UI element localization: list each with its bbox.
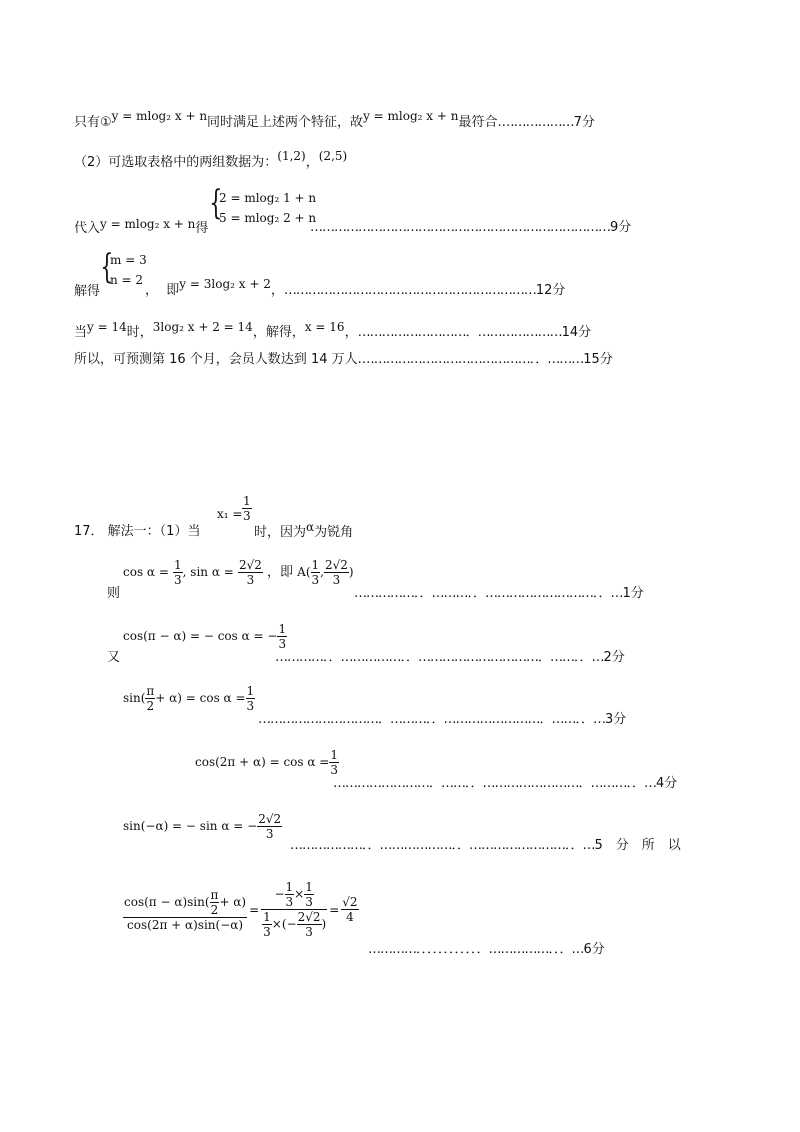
- formula: x₁ =: [217, 507, 243, 521]
- line-conclusion-1: [74, 109, 595, 131]
- line-r2-score: [275, 650, 625, 666]
- fraction: [238, 558, 263, 587]
- fraction: [123, 888, 247, 932]
- formula: ×(−: [271, 917, 297, 931]
- text: ，: [305, 155, 319, 170]
- score: 14分: [561, 325, 592, 340]
- fraction: [173, 558, 183, 587]
- fraction: [285, 880, 295, 909]
- fraction: [261, 880, 327, 939]
- text: 所以，可预测第 16 个月，会员人数达到 14 万人.: [74, 352, 362, 367]
- equation: 2 = mlog₂ 1 + n: [219, 191, 317, 205]
- denominator: [261, 910, 327, 939]
- line-r6-score: [368, 942, 605, 958]
- formula: cos α =: [123, 565, 169, 579]
- denominator: 3: [305, 925, 313, 939]
- line-cos-2pi: [195, 748, 339, 777]
- score: 7分: [573, 115, 595, 130]
- formula: ): [348, 565, 354, 579]
- fraction: [277, 622, 287, 651]
- formula: −: [274, 887, 285, 901]
- fraction: [297, 910, 322, 939]
- formula: α: [306, 520, 315, 534]
- formula: sin(−α) = − sin α = −: [123, 819, 258, 833]
- numerator: 1: [305, 880, 313, 894]
- line-solve: [74, 284, 100, 300]
- brace-icon: {: [100, 247, 114, 287]
- formula: =: [249, 902, 260, 917]
- dot-leader: ……………………………………．．………: [361, 352, 584, 367]
- score: 3分: [605, 712, 627, 727]
- text: 得: [195, 221, 209, 236]
- score: 2分: [603, 650, 625, 665]
- line-final-ratio: [123, 880, 359, 939]
- text: 为锐角: [314, 525, 354, 540]
- formula: A(: [297, 565, 311, 579]
- denominator: 3: [332, 573, 341, 587]
- denominator: 2: [210, 902, 219, 917]
- denominator: 3: [174, 573, 182, 587]
- denominator: cos(2π + α)sin(−α): [127, 917, 244, 932]
- problem-17-header-rest: [254, 520, 354, 541]
- label: 则: [107, 586, 121, 601]
- formula: (2,5): [318, 149, 348, 163]
- equation: 5 = mlog₂ 2 + n: [219, 211, 317, 225]
- text: ，解得，: [252, 325, 305, 340]
- line-r4-score: [333, 776, 677, 792]
- text: 只有①: [74, 115, 112, 130]
- fraction: [329, 748, 339, 777]
- fraction: [341, 895, 358, 924]
- formula: (1,2): [277, 149, 306, 163]
- score: 5 分 所 以: [594, 838, 681, 853]
- fraction: [324, 558, 349, 587]
- line-when-y14: [74, 320, 592, 341]
- score: 1分: [622, 586, 644, 601]
- numerator: 1: [330, 748, 338, 762]
- line-substitute: [74, 217, 209, 237]
- line-sin-neg-alpha: [123, 812, 282, 841]
- numerator: 1: [174, 558, 182, 572]
- text: 代入: [74, 221, 101, 236]
- dot-leader: ………………．．………………．．……………………．．…: [290, 838, 595, 853]
- numerator: [123, 888, 247, 918]
- text: 17． 解法一：（1）当: [74, 524, 201, 539]
- text: ，即: [267, 565, 294, 580]
- dot-leader: …………………………………………………………………: [310, 220, 610, 235]
- numerator: 1: [263, 910, 271, 924]
- numerator: π: [146, 684, 155, 698]
- formula: cos(π − α) = − cos α = −: [123, 629, 278, 643]
- formula: =: [329, 902, 340, 917]
- formula: cos(π − α)sin(: [124, 894, 210, 909]
- dot-leader: ………………: [501, 115, 574, 130]
- brace-icon: {: [209, 183, 223, 223]
- dot-leader: …………．．．．．．．．．．．．……………．．．…: [368, 942, 584, 957]
- numerator: 1: [243, 494, 251, 508]
- denominator: 3: [265, 827, 274, 841]
- dot-leader: …………．．……………．．…………………………．……．．…: [275, 650, 604, 665]
- text: 最符合.: [458, 115, 502, 130]
- numerator: 1: [278, 622, 287, 636]
- score: 9分: [610, 220, 632, 235]
- formula: y = mlog₂ x + n: [111, 109, 208, 123]
- formula: + α): [219, 894, 247, 909]
- denominator: 3: [330, 763, 338, 777]
- line-sin-half-pi: [123, 684, 255, 713]
- formula: y = 3log₂ x + 2: [179, 277, 271, 291]
- numerator: [261, 880, 327, 910]
- denominator: 3: [285, 895, 294, 909]
- denominator: 3: [246, 699, 255, 713]
- dot-leader: ……………………．……．．……………………．………．．…: [333, 776, 657, 791]
- dot-leader: …………………………．………．．……………………．……．．…: [258, 712, 606, 727]
- dot-leader: ………………………………………………………: [283, 283, 536, 298]
- fraction: [304, 880, 314, 909]
- line-r5-score: [290, 838, 681, 854]
- text: 当: [74, 325, 88, 340]
- dot-leader: ………………………．…………………: [357, 325, 562, 340]
- line-cos-pi-minus: [123, 622, 287, 651]
- numerator: 2√2: [325, 558, 348, 572]
- fraction: [257, 812, 282, 841]
- denominator: 3: [243, 509, 251, 523]
- formula: y = mlog₂ x + n: [363, 109, 459, 123]
- score: 6分: [583, 942, 605, 957]
- fraction: [210, 888, 220, 917]
- numerator: 2√2: [238, 558, 262, 572]
- text: 时，: [126, 325, 153, 340]
- label: 又: [107, 650, 121, 665]
- formula: sin(: [123, 691, 146, 705]
- denominator: 3: [246, 573, 255, 587]
- formula: y = 14: [87, 320, 127, 334]
- equation: m = 3: [110, 253, 147, 267]
- fraction: [145, 684, 155, 713]
- line-substitute-score: [310, 220, 631, 236]
- formula: 3log₂ x + 2 = 14: [152, 320, 253, 334]
- formula: , sin α =: [182, 565, 234, 579]
- formula: ×: [294, 887, 305, 901]
- numerator: 1: [246, 684, 255, 698]
- line-cos-sin-alpha: [123, 558, 354, 587]
- formula: + α) = cos α =: [155, 691, 246, 705]
- text: 解得: [74, 284, 101, 299]
- numerator: 2√2: [297, 910, 321, 924]
- fraction: [262, 910, 272, 939]
- formula: ): [321, 917, 327, 931]
- line-r1-score: [354, 586, 644, 602]
- formula: y = mlog₂ x + n: [100, 217, 196, 231]
- formula: x = 16: [304, 320, 345, 334]
- fraction: [242, 494, 252, 523]
- equation: n = 2: [110, 273, 144, 287]
- numerator: 2√2: [258, 812, 282, 826]
- numerator: π: [210, 887, 219, 902]
- score: 12分: [535, 283, 566, 298]
- fraction: [311, 558, 321, 587]
- denominator: 3: [278, 637, 287, 651]
- text: ，: [344, 325, 358, 340]
- text: 即: [166, 283, 180, 298]
- formula: cos(2π + α) = cos α =: [195, 755, 330, 769]
- score: 15分: [583, 352, 613, 367]
- denominator: 2: [146, 699, 155, 713]
- score: 4分: [656, 776, 678, 791]
- dot-leader: ……………．．………．．………………………．．…: [354, 586, 623, 601]
- line-predict: [74, 352, 613, 368]
- denominator: 4: [346, 910, 354, 924]
- fraction: [246, 684, 256, 713]
- numerator: 1: [285, 880, 294, 894]
- text: ，: [145, 283, 159, 298]
- denominator: 3: [311, 573, 320, 587]
- line-solve-rest: [145, 277, 566, 299]
- text: 同时满足上述两个特征，故: [207, 115, 364, 130]
- problem-17-header: [74, 524, 200, 540]
- text: （2）可选取表格中的两组数据为：: [74, 155, 278, 170]
- formula: ,: [320, 565, 324, 579]
- denominator: 3: [305, 895, 313, 909]
- text: 时，因为: [254, 525, 307, 540]
- numerator: 1: [311, 558, 320, 572]
- denominator: 3: [263, 925, 271, 939]
- line-r3-score: [258, 712, 626, 728]
- numerator: √2: [342, 895, 358, 909]
- line-select-data: [74, 149, 348, 171]
- text: ，: [270, 283, 284, 298]
